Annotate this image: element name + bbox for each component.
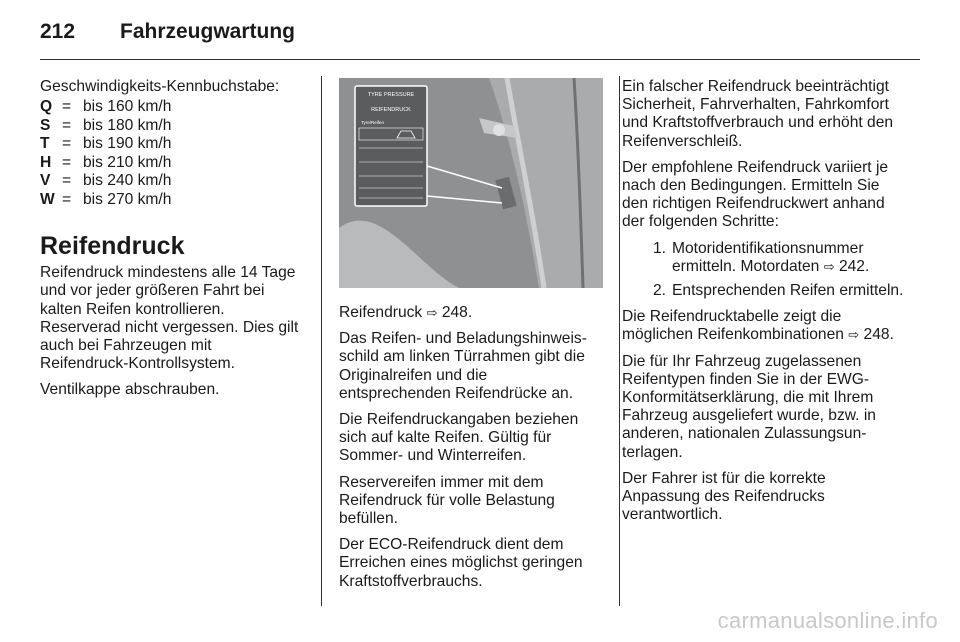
eco-pressure-paragraph: Der ECO-Reifendruck dient dem Erreichen eines möglichst geringen Kraftstoffverbrauchs. xyxy=(339,536,583,590)
valve-cap-paragraph: Ventilkappe abschrauben. xyxy=(40,381,220,399)
speed-eq: = xyxy=(62,153,72,171)
speed-row xyxy=(40,172,304,191)
speed-row xyxy=(40,98,304,117)
speed-code: W xyxy=(40,190,55,208)
table-ref-text: Die Reifendrucktabelle zeigt die möglichen Reifenkombinationen xyxy=(622,308,844,344)
table-ref-paragraph xyxy=(622,308,904,344)
page-number: 212 xyxy=(40,20,76,43)
speed-eq: = xyxy=(62,116,72,134)
speed-code: S xyxy=(40,116,51,134)
speed-eq: = xyxy=(62,190,72,208)
speed-value: bis 270 km/h xyxy=(83,190,172,208)
step-text xyxy=(672,240,904,276)
step-2-text: Entsprechenden Reifen ermitteln. xyxy=(672,282,904,300)
column-1 xyxy=(40,78,304,408)
speed-row xyxy=(40,154,304,173)
speed-row xyxy=(40,191,304,210)
tire-label-figure xyxy=(339,78,603,288)
speed-heading: Geschwindigkeits-Kennbuchstabe: xyxy=(40,78,280,95)
ref-arrow-icon: ⇨ xyxy=(848,327,860,343)
label-text-1: TYRE PRESSURE xyxy=(367,92,415,98)
steps-list xyxy=(622,240,904,301)
speed-row xyxy=(40,135,304,154)
label-text-2: REIFENDRUCK xyxy=(371,107,411,113)
ref-arrow-icon: ⇨ xyxy=(426,305,438,320)
column-2 xyxy=(339,78,603,599)
column-3 xyxy=(622,78,904,532)
speed-eq: = xyxy=(62,98,72,116)
step-1-page: 242. xyxy=(838,257,870,275)
speed-value: bis 160 km/h xyxy=(83,98,172,116)
step-number: 1. xyxy=(652,239,666,257)
cold-tire-paragraph: Die Reifendruckangaben beziehen sich auf kalte Reifen. Gültig für Sommer- und Winterreifen. xyxy=(339,411,579,465)
section-title: Reifendruck xyxy=(40,232,185,261)
speed-value: bis 240 km/h xyxy=(83,172,172,190)
watermark: carmanualsonline.info xyxy=(717,608,938,633)
header-divider xyxy=(40,59,920,60)
speed-value: bis 180 km/h xyxy=(83,116,172,134)
label-paragraph: Das Reifen- und Beladungshinweis-schild am linken Türrahmen gibt die Originalreifen und die entsprechenden Reifendrücke an. xyxy=(339,330,587,402)
list-item xyxy=(622,282,904,300)
step-number: 2. xyxy=(652,282,666,300)
driver-responsibility-paragraph: Der Fahrer ist für die korrekte Anpassung des Reifendrucks verantwortlich. xyxy=(622,469,826,524)
tire-check-paragraph: Reifendruck mindestens alle 14 Tage und vor jeder größeren Fahrt bei kalten Reifen kontrollieren. Reserverad nicht vergessen. Dies gilt auch bei Fahrzeugen mit Reifendruck-Kontrollsystem. xyxy=(40,264,299,373)
ref-page: 248. xyxy=(441,304,473,321)
ref-text: Reifendruck xyxy=(339,304,423,321)
column-divider-1 xyxy=(321,76,322,606)
column-divider-2 xyxy=(619,76,620,606)
door-frame-illustration xyxy=(339,78,603,288)
page-title: Fahrzeugwartung xyxy=(120,20,296,43)
list-item xyxy=(622,240,904,276)
speed-code: H xyxy=(40,153,52,171)
speed-table xyxy=(40,98,304,209)
page-header xyxy=(40,14,920,54)
ref-arrow-icon: ⇨ xyxy=(823,258,835,274)
recommended-pressure-paragraph: Der empfohlene Reifendruck variiert je nach den Bedingungen. Ermitteln Sie den richtigen Reifendruckwert anhand der folgenden Schritte: xyxy=(622,158,889,231)
speed-eq: = xyxy=(62,135,72,153)
table-ref-page: 248. xyxy=(863,326,894,344)
speed-code: V xyxy=(40,172,51,190)
speed-row xyxy=(40,117,304,136)
spare-tire-paragraph: Reservereifen immer mit dem Reifendruck für volle Belastung befüllen. xyxy=(339,473,555,528)
ref-paragraph xyxy=(339,304,603,322)
label-text-3: Tyre/Reifen xyxy=(361,120,385,125)
approved-tires-paragraph: Die für Ihr Fahrzeug zugelassenen Reifentypen finden Sie in der EWG-Konformitätserklärung, die mit Ihrem Fahrzeug ausgeliefert wurde, bzw. in anderen, nationalen Zulassungsun-terlagen. xyxy=(622,352,876,461)
speed-value: bis 190 km/h xyxy=(83,135,172,153)
wrong-pressure-paragraph: Ein falscher Reifendruck beeinträchtigt Sicherheit, Fahrverhalten, Fahrkomfort und Kraftstoffverbrauch und erhöht den Reifenverschleiß. xyxy=(622,78,894,150)
speed-eq: = xyxy=(62,172,72,190)
speed-code: T xyxy=(40,135,50,153)
step-1-text: Motoridentifikationsnummer ermitteln. Motordaten xyxy=(672,239,864,275)
speed-code: Q xyxy=(40,98,53,116)
speed-value: bis 210 km/h xyxy=(83,153,172,171)
